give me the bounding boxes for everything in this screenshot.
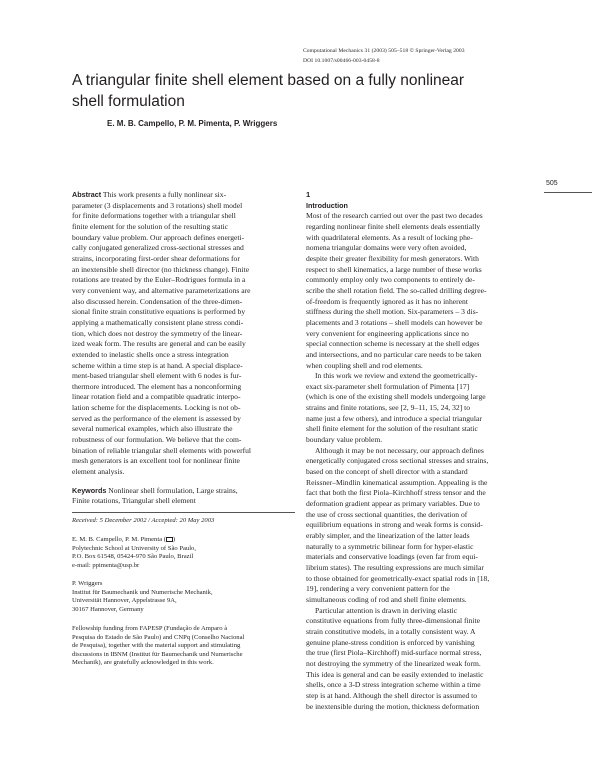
abstract-line: mesh generators is an excellent tool for nonlinear finite — [72, 456, 240, 466]
keywords-line: Keywords Nonlinear shell formulation, Large strains, — [72, 485, 238, 495]
paragraph-line: (which is one of the existing shell models undergoing large — [306, 392, 486, 402]
paragraph-line: and intersections, and no particular care needs to be taken — [306, 349, 482, 359]
paragraph-line: strain constitutive models, in a totally consistent way. A — [306, 626, 476, 636]
paragraph-line: fact that both the first Piola–Kirchhoff stress tensor and the — [306, 488, 486, 498]
paragraph-line: with quadrilateral elements. As a result of locking phe- — [306, 232, 473, 242]
abstract-line: sional finite strain constitutive equations is performed by — [72, 307, 246, 317]
paragraph-line: strains and finite rotations, see [2, 9–11, 15, 24, 32] to — [306, 403, 471, 413]
introduction-body — [306, 211, 527, 712]
paragraph-line: shells, once a 3-D stress integration scheme within a time — [306, 680, 481, 690]
abstract-line: served as the performance of the element is assessed by — [72, 413, 241, 423]
paragraph-line: Reissner–Mindlin kinematical assumption. Appealing is the — [306, 477, 488, 487]
paragraph-line: In this work we review and extend the geometrically- — [315, 371, 478, 381]
author-affiliation-2: P. Wriggers Institut für Baumechanik und Numerische Mechanik, Universität Hannover, Appelstrasse 9A, 30167 Hannover, Germany — [72, 580, 213, 613]
paragraph-line: scribe the shell rotation field. The so-called drilling degree- — [306, 285, 487, 295]
left-column — [72, 190, 295, 507]
journal-info — [303, 46, 465, 66]
abstract-line: tion, which does not destroy the symmetry of the linear- — [72, 328, 243, 338]
paragraph-line: not destroying the symmetry of the linearized weak form. — [306, 658, 481, 668]
abstract-line: for finite deformations together with a triangular shell — [72, 211, 236, 221]
abstract-line: cally conjugated generalized cross-sectional stresses and — [72, 243, 244, 253]
abstract-line: ment-based triangular shell element with 6 nodes is fur- — [72, 371, 242, 381]
paragraph-line: Most of the research carried out over the past two decades — [306, 211, 483, 221]
abstract-line: element analysis. — [72, 467, 125, 477]
footnote-rule — [72, 512, 295, 513]
paragraph-line: stiffness during the shell motion. Six-parameters – 3 dis- — [306, 307, 479, 317]
paragraph-line: nomena triangular domains were very often avoided, — [306, 243, 467, 253]
paragraph-line: of-freedom is frequently ignored as it has no inherent — [306, 296, 468, 306]
paragraph-line: when coupling shell and rod elements. — [306, 360, 423, 370]
paragraph-line: constitutive equations from fully three-dimensional finite — [306, 616, 480, 626]
abstract-line: finite element for the solution of the resulting static — [72, 221, 229, 231]
section-number: 1 — [306, 190, 311, 199]
abstract-line: boundary value problem. Our approach defines energeti- — [72, 232, 245, 242]
abstract-line: applying a mathematically consistent plane stress condi- — [72, 317, 244, 327]
paragraph-line: exact six-parameter shell formulation of Pimenta [17] — [306, 381, 470, 391]
received-dates: Received: 5 December 2002 / Accepted: 20 May 2003 — [72, 517, 215, 524]
paragraph-line: Particular attention is drawn in deriving elastic — [315, 605, 458, 615]
abstract-heading: Abstract — [72, 190, 102, 199]
paragraph-line: special connection scheme is necessary at the shell edges — [306, 339, 480, 349]
journal-citation: Computational Mechanics 31 (2003) 505–518 © Springer-Verlag 2003 — [303, 48, 465, 54]
abstract-line: extended to inelastic shells once a stress integration — [72, 349, 229, 359]
keywords — [72, 486, 295, 507]
paragraph-line: materials and conservative loadings (even far from equi- — [306, 552, 478, 562]
paragraph-line: Although it may be not necessary, our approach defines — [315, 445, 484, 455]
paragraph-line: commonly employ only two components to entirely de- — [306, 275, 475, 285]
author-list: E. M. B. Campello, P. M. Pimenta, P. Wriggers — [107, 119, 278, 128]
page-number: 505 — [546, 180, 558, 187]
abstract-line: lation scheme for the displacements. Locking is not ob- — [72, 403, 241, 413]
paragraph-line: be inextensible during the motion, thickness deformation — [306, 701, 480, 711]
abstract-line: strains, incorporating first-order shear deformations for — [72, 253, 240, 263]
paragraph-line: the true (first Piola–Kirchhoff) mid-surface normal stress, — [306, 648, 482, 658]
funding-acknowledgement: Fellowship funding from FAPESP (Fundação de Amparo à Pesquisa do Estado de São Paulo) and CNPq (Conselho Nacional de Pesquisa), together with the material support and stimulating discussions in IBNM (Institut für Baumechanik und Numerische Mechanik), are gratefully acknowledged in this work. — [72, 625, 245, 667]
abstract-line: several numerical examples, which also illustrate the — [72, 424, 233, 434]
paragraph-line: step is at hand. Although the shell director is assumed to — [306, 690, 478, 700]
paragraph-line: genuine plane-stress condition is enforced by vanishing — [306, 637, 475, 647]
email[interactable]: e-mail: ppimenta@usp.br — [72, 561, 140, 569]
abstract-line: scheme within a time step is at hand. A special displace- — [72, 360, 243, 370]
paragraph — [306, 446, 527, 606]
abstract-line: an inextensible shell director (no thickness change). Finite — [72, 264, 250, 274]
paper-title — [72, 70, 465, 112]
paragraph-line: very convenient for engineering applications since no — [306, 328, 469, 338]
abstract-line: linear rotation field and a compatible quadratic interpo- — [72, 392, 241, 402]
abstract-line: ized weak form. The results are general and can be easily — [72, 339, 246, 349]
section-title: Introduction — [306, 200, 348, 210]
paragraph-line: regarding nonlinear finite shell elements deals essentially — [306, 221, 481, 231]
paragraph — [306, 606, 527, 713]
right-column — [306, 190, 527, 712]
abstract-line: rotations are treated by the Euler–Rodrigues formula in a — [72, 275, 246, 285]
page-number-rule — [544, 192, 592, 193]
paragraph-line: respect to shell kinematics, a large number of these works — [306, 264, 482, 274]
abstract-line: very convenient way, and alternative parameterizations are — [72, 285, 251, 295]
paragraph-line: deformation gradient appear as primary variables. Due to — [306, 499, 480, 509]
paragraph-line: erably simpler, and the linearization of the latter leads — [306, 531, 470, 540]
paragraph-line: boundary value problem. — [306, 435, 383, 445]
abstract-line: bination of reliable triangular shell elements with powerful — [72, 445, 252, 455]
paragraph-line: This idea is general and can be easily extended to inelastic — [306, 669, 484, 679]
author-affiliation-1: E. M. B. Campello, P. M. Pimenta ( ) Polytechnic School at University of São Paulo, P.O. Box 61548, 05424-970 São Paulo, Brazil e-mail: ppimenta@usp.br — [72, 536, 300, 570]
abstract — [72, 190, 295, 478]
paragraph-line: to those obtained for geometrically-exact spatial rods in [18, — [306, 573, 490, 583]
paragraph-line: based on the concept of shell director with a standard — [306, 467, 468, 477]
paragraph-line: placements and 3 rotations – shell models can however be — [306, 317, 483, 327]
title-line: A triangular finite shell element based on a fully nonlinear — [72, 72, 465, 89]
doi: DOI 10.1007/s00466-003-0458-8 — [303, 58, 380, 64]
abstract-line: Abstract This work presents a fully nonlinear six- — [72, 190, 227, 199]
paragraph-line: equilibrium equations in strong and weak forms is consid- — [306, 520, 483, 530]
keywords-heading: Keywords — [72, 485, 107, 495]
paragraph-line: librium states). The resulting expressions are much similar — [306, 562, 484, 572]
keywords-line: Finite rotations, Triangular shell element — [72, 496, 196, 506]
paragraph-line: name just a few others), and introduce a special triangular — [306, 413, 482, 423]
envelope-icon — [166, 537, 173, 542]
paragraph — [306, 211, 527, 371]
abstract-line: also discussed herein. Condensation of the three-dimen- — [72, 296, 243, 306]
paragraph-line: naturally to a symmetric bilinear form for hyper-elastic — [306, 541, 474, 551]
paragraph-line: simultaneous coding of rod and shell finite elements. — [306, 594, 467, 604]
paragraph — [306, 371, 527, 446]
paragraph-line: the use of cross sectional quantities, the derivation of — [306, 509, 468, 519]
paragraph-line: 19], rendering a very convenient pattern for the — [306, 584, 450, 594]
paragraph-line: energetically conjugated cross sectional stresses and strains, — [306, 456, 489, 466]
paragraph-line: despite their greater flexibility for mesh generators. With — [306, 253, 479, 263]
abstract-line: thermore introduced. The element has a nonconforming — [72, 381, 242, 391]
abstract-line: parameter (3 displacements and 3 rotations) shell model — [72, 200, 243, 210]
paragraph-line: shell finite element for the solution of the resultant static — [306, 424, 478, 434]
abstract-line: robustness of our formulation. We believe that the com- — [72, 435, 242, 445]
title-line: shell formulation — [72, 93, 185, 110]
